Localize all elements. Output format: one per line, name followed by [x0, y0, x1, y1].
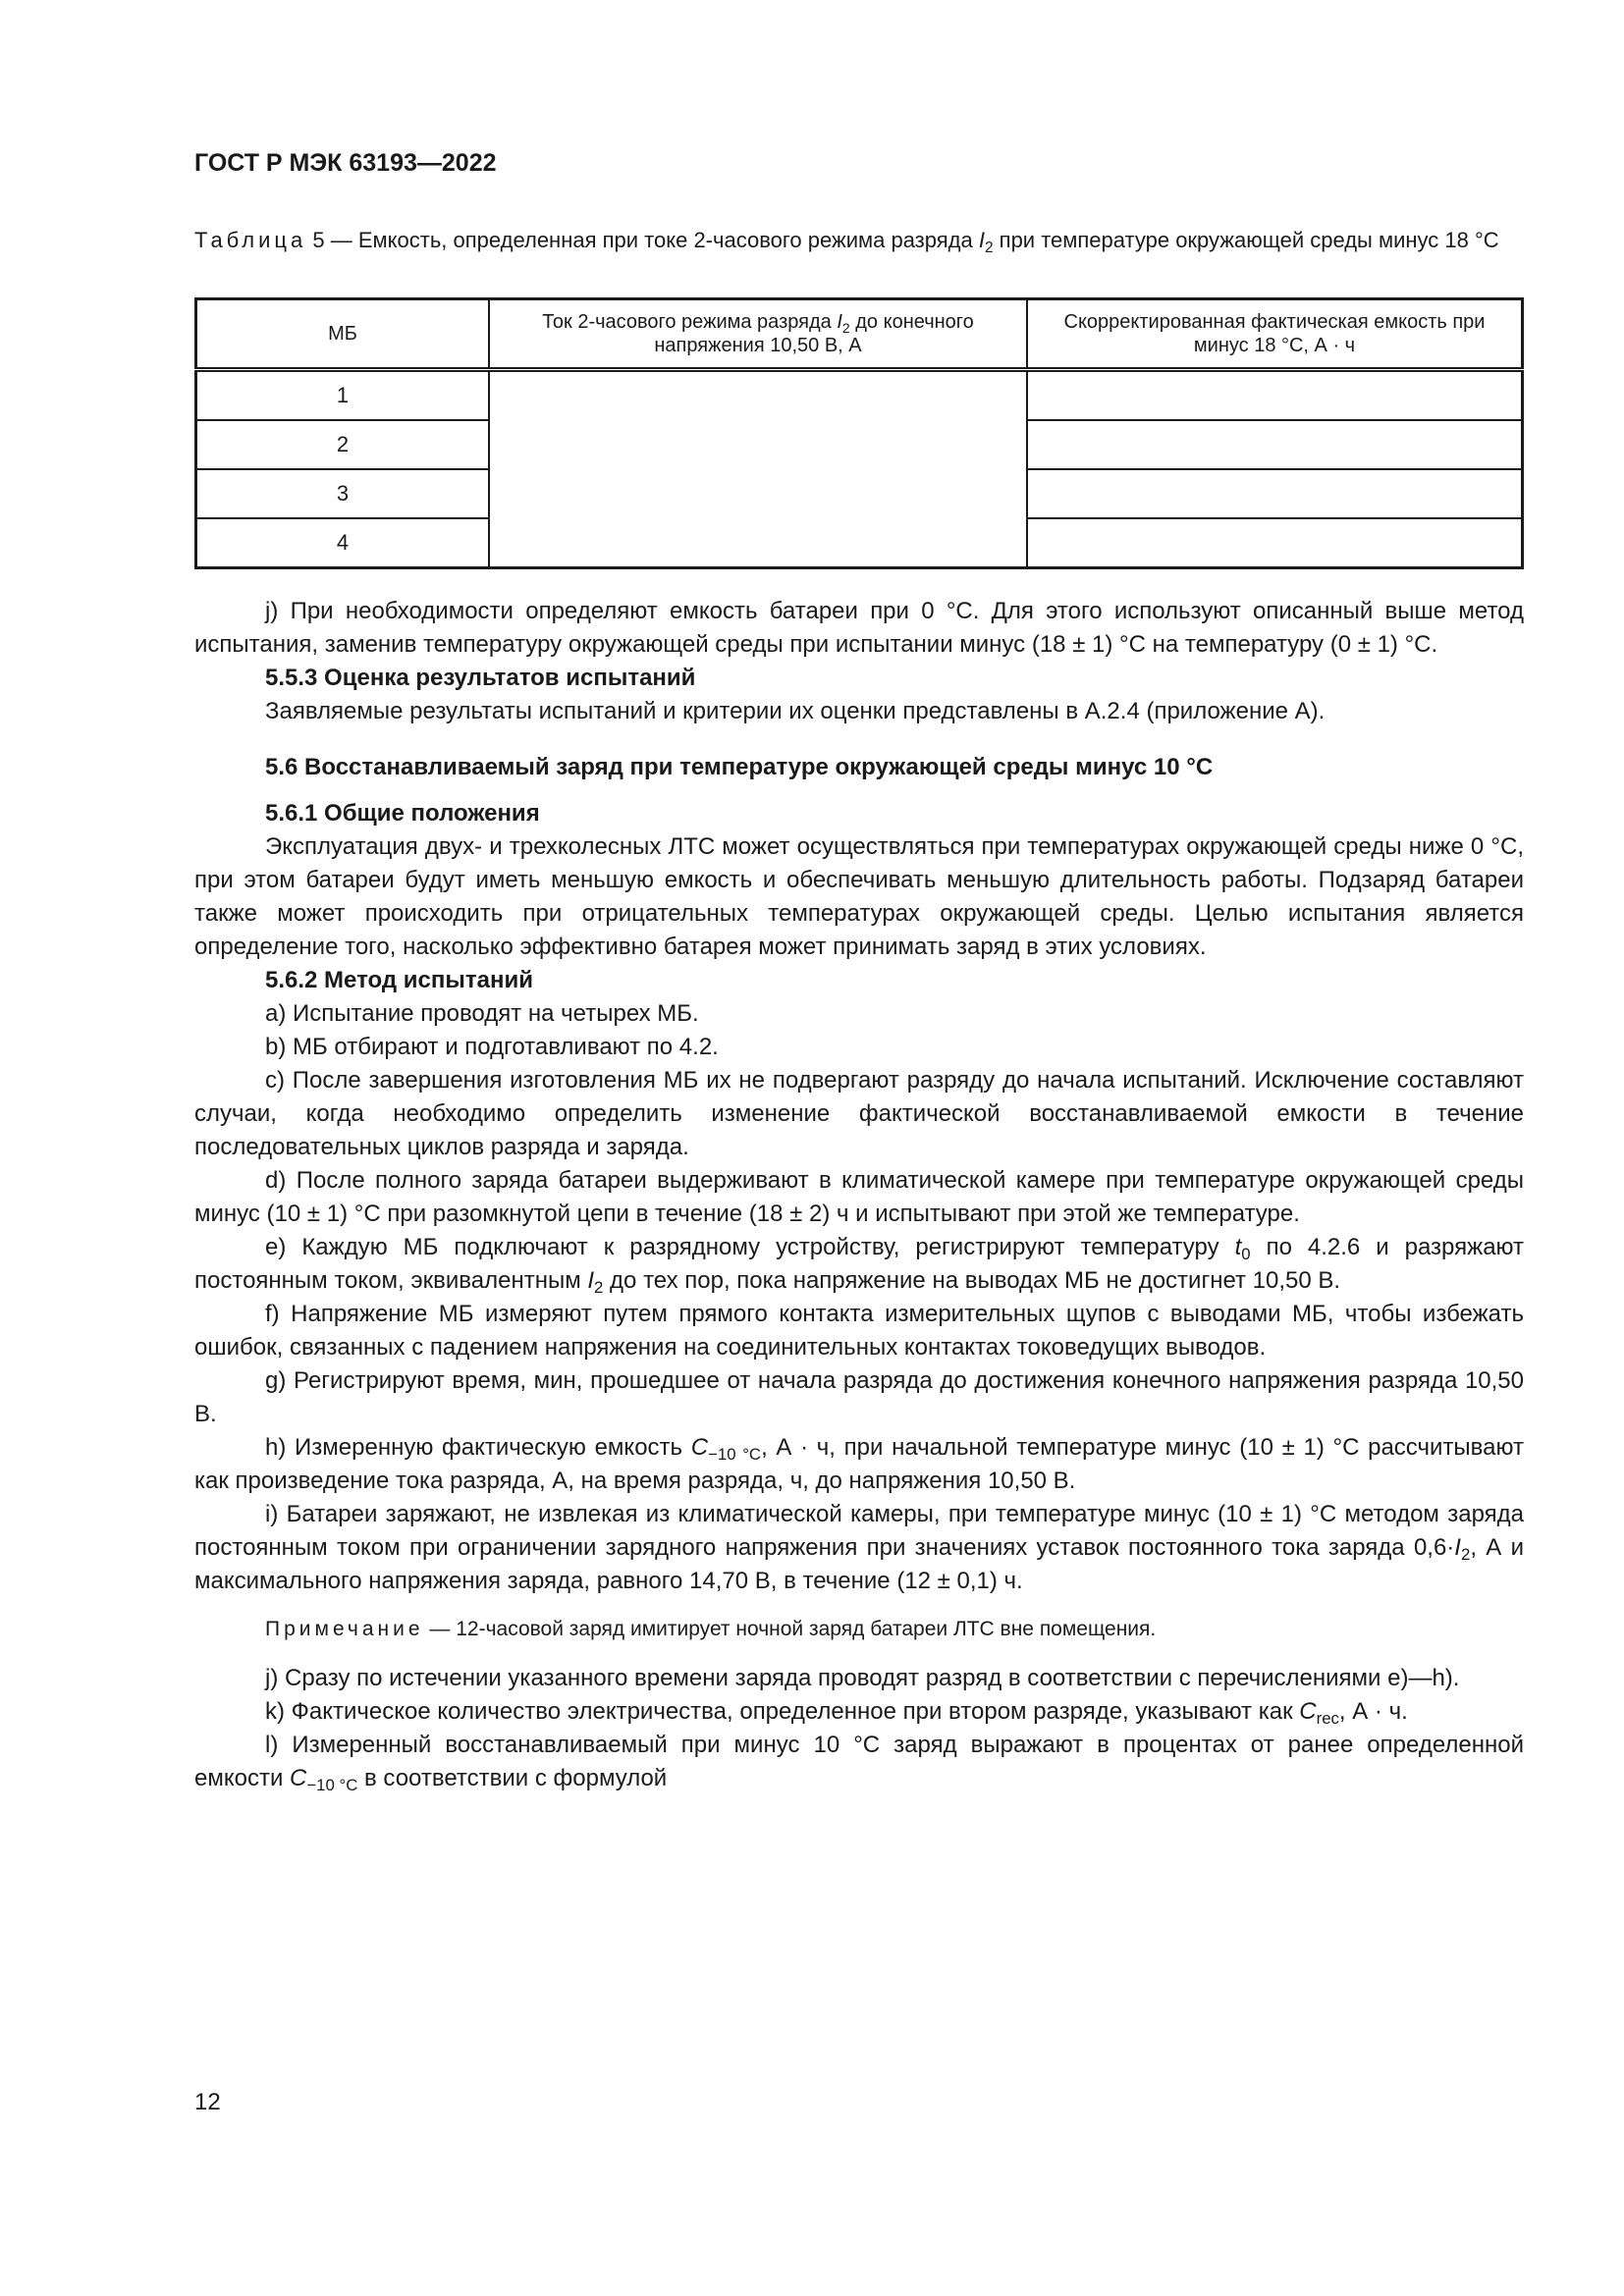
capacity-cell	[1027, 469, 1523, 518]
subscript: 0	[1241, 1245, 1251, 1263]
subscript: −10 °C	[708, 1445, 762, 1464]
note-text: — 12-часовой заряд имитирует ночной заряд батареи ЛТС вне помещения.	[423, 1618, 1157, 1640]
capacity-cell	[1027, 370, 1523, 421]
subscript: −10 °C	[306, 1776, 358, 1794]
page-number: 12	[194, 2089, 221, 2115]
list-item-a: a) Испытание проводят на четырех МБ.	[265, 1000, 699, 1027]
symbol: I	[587, 1267, 595, 1294]
text: до тех пор, пока напряжение на выводах МБ не достигнет 10,50 В.	[603, 1267, 1341, 1294]
text: , А · ч, при начальной температуре минус (10 ± 1) °C рассчитывают как произведение тока разряда, А, на время разряда, ч, до напряжения 10,50 В.	[194, 1434, 1524, 1494]
list-item-i	[194, 1498, 1524, 1598]
list-item-c: c) После завершения изготовления МБ их не подвергают разряду до начала испытаний. Исключение составляют случаи, когда необходимо определить изменение фактической восстанавливаемой емкости в течение последовательных циклов разряда и заряда.	[194, 1067, 1524, 1160]
text: l) Измеренный восстанавливаемый при минус 10 °C заряд выражают в процентах от ранее определенной емкости	[194, 1732, 1524, 1791]
subscript: 2	[841, 320, 850, 336]
subscript: 2	[594, 1278, 604, 1297]
section-heading-5-6-1: 5.6.1 Общие положения	[265, 800, 540, 827]
symbol: C	[690, 1434, 709, 1461]
symbol: I	[837, 311, 842, 333]
current-cell	[489, 370, 1027, 568]
note-label: Примечание	[265, 1618, 424, 1640]
capacity-cell	[1027, 518, 1523, 568]
mb-cell: 4	[196, 518, 490, 568]
document-header: ГОСТ Р МЭК 63193—2022	[194, 149, 497, 177]
caption-text: при температуре окружающей среды минус 18 °C	[993, 228, 1499, 252]
list-item-d: d) После полного заряда батареи выдерживают в климатической камере при температуре окружающей среды минус (10 ± 1) °C при разомкнутой цепи в течение (18 ± 2) ч и испытывают при этой же температуре.	[194, 1167, 1524, 1227]
list-item-e	[194, 1231, 1524, 1298]
text: k) Фактическое количество электричества, определенное при втором разряде, указывают как	[265, 1698, 1300, 1725]
subscript: rec	[1316, 1709, 1339, 1728]
list-item-g: g) Регистрируют время, мин, прошедшее от начала разряда до достижения конечного напряжения разряда 10,50 В.	[194, 1367, 1524, 1427]
symbol: C	[1299, 1698, 1317, 1725]
text: e) Каждую МБ подключают к разрядному устройству, регистрируют температуру	[265, 1234, 1235, 1260]
symbol: t	[1234, 1234, 1242, 1260]
table-5	[194, 297, 1524, 569]
mb-cell: 2	[196, 420, 490, 469]
list-item-b: b) МБ отбирают и подготавливают по 4.2.	[265, 1034, 719, 1060]
mb-cell: 3	[196, 469, 490, 518]
symbol: C	[290, 1765, 307, 1791]
body-text	[194, 595, 1524, 1795]
note	[194, 1613, 1524, 1646]
text: по 4.2.6 и разряжают постоянным током, эквивалентным	[194, 1234, 1525, 1294]
col-header-current	[489, 299, 1027, 370]
text: i) Батареи заряжают, не извлекая из климатической камеры, при температуре минус (10 ± 1) °C методом заряда постоянным током при ограничении зарядного напряжения при значениях уставок постоянного тока заряда 0,6·	[194, 1501, 1524, 1561]
table-row	[196, 370, 1523, 421]
col-header-capacity: Скорректированная фактическая емкость при минус 18 °C, А · ч	[1027, 299, 1523, 370]
mb-cell: 1	[196, 370, 490, 421]
table-caption	[194, 226, 1524, 255]
paragraph-j-0c: j) При необходимости определяют емкость батареи при 0 °C. Для этого используют описанный выше метод испытания, заменив температуру окружающей среды при испытании минус (18 ± 1) °C на температуру (0 ± 1) °C.	[194, 598, 1524, 658]
section-heading-5-5-3: 5.5.3 Оценка результатов испытаний	[265, 665, 696, 691]
symbol: I	[978, 228, 985, 252]
table-header-row	[196, 299, 1523, 370]
list-item-l	[194, 1729, 1524, 1795]
capacity-cell	[1027, 420, 1523, 469]
list-item-k	[194, 1695, 1524, 1729]
subscript: 2	[984, 240, 994, 256]
paragraph: Эксплуатация двух- и трехколесных ЛТС может осуществляться при температурах окружающей среды ниже 0 °C, при этом батареи будут иметь меньшую емкость и обеспечивать меньшую длительность работы. Подзаряд батареи также может происходить при отрицательных температурах окружающей среды. Целью испытания является определение того, насколько эффективно батарея может принимать заряд в этих условиях.	[194, 833, 1524, 960]
section-heading-5-6-2: 5.6.2 Метод испытаний	[265, 967, 533, 993]
list-item-f: f) Напряжение МБ измеряют путем прямого контакта измерительных щупов с выводами МБ, чтобы избежать ошибок, связанных с падением напряжения на соединительных контактах токоведущих выводов.	[194, 1301, 1524, 1361]
text: в соответствии с формулой	[357, 1765, 668, 1791]
symbol: I	[1454, 1534, 1461, 1561]
list-item-j: j) Сразу по истечении указанного времени заряда проводят разряд в соответствии с перечислениями e)—h).	[265, 1665, 1460, 1691]
section-heading-5-6: 5.6 Восстанавливаемый заряд при температуре окружающей среды минус 10 °C	[265, 754, 1214, 780]
header-text: до конечного напряжения 10,50 В, А	[654, 311, 974, 356]
col-header-mb: МБ	[196, 299, 490, 370]
text: , А · ч.	[1338, 1698, 1408, 1725]
subscript: 2	[1460, 1545, 1471, 1564]
text: , А и максимального напряжения заряда, равного 14,70 В, в течение (12 ± 0,1) ч.	[194, 1534, 1524, 1594]
paragraph: Заявляемые результаты испытаний и критерии их оценки представлены в А.2.4 (приложение А).	[265, 698, 1326, 724]
caption-label: Таблица	[194, 228, 307, 252]
list-item-h	[194, 1431, 1524, 1498]
caption-text: 5 — Емкость, определенная при токе 2-часового режима разряда	[306, 228, 979, 252]
header-text: Ток 2-часового режима разряда	[542, 311, 838, 333]
text: h) Измеренную фактическую емкость	[265, 1434, 691, 1461]
